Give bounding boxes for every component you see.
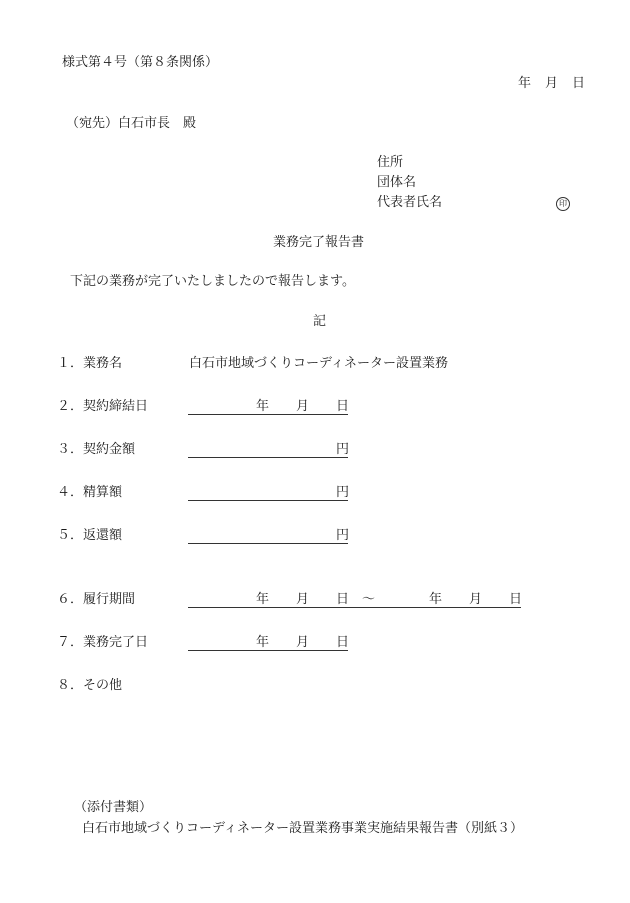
- item-label: ５．返還額: [57, 528, 123, 543]
- date-day: 日: [572, 76, 586, 91]
- ki-heading: 記: [313, 314, 327, 329]
- item-label: ３．契約金額: [57, 442, 136, 457]
- month-label: 月: [296, 399, 310, 414]
- yen-label: 円: [336, 485, 350, 500]
- month-label: 月: [296, 592, 310, 607]
- item-label: ８．その他: [57, 678, 123, 693]
- seal-mark-icon: 印: [556, 195, 570, 211]
- yen-label: 円: [336, 442, 350, 457]
- day-label: 日: [336, 399, 350, 414]
- amount-field-underline[interactable]: [188, 457, 348, 458]
- rep-label: 代表者氏名: [377, 195, 443, 210]
- day-label: 日: [336, 592, 350, 607]
- year-label: 年: [256, 399, 270, 414]
- item-label: １．業務名: [57, 356, 123, 371]
- item-label: ７．業務完了日: [57, 635, 149, 650]
- month-label: 月: [296, 635, 310, 650]
- year-label-end: 年: [429, 592, 443, 607]
- intro-text: 下記の業務が完了いたしましたので報告します。: [70, 274, 355, 289]
- date-year: 年: [518, 76, 532, 91]
- addressee: （宛先）白石市長 殿: [66, 116, 197, 131]
- item-label: ２．契約締結日: [57, 399, 149, 414]
- amount-field-underline[interactable]: [188, 500, 348, 501]
- attachments-heading: （添付書類）: [74, 800, 153, 815]
- day-label-end: 日: [509, 592, 523, 607]
- item-value: 白石市地域づくりコーディネーター設置業務: [189, 356, 448, 371]
- date-month: 月: [545, 76, 559, 91]
- tilde-separator: ～: [362, 592, 376, 607]
- day-label: 日: [336, 635, 350, 650]
- item-label: ４．精算額: [57, 485, 123, 500]
- year-label: 年: [256, 635, 270, 650]
- year-label: 年: [256, 592, 270, 607]
- org-label: 団体名: [377, 175, 417, 190]
- address-label: 住所: [377, 155, 404, 170]
- yen-label: 円: [336, 528, 350, 543]
- doc-title: 業務完了報告書: [273, 235, 365, 250]
- form-number: 様式第４号（第８条関係）: [62, 55, 219, 70]
- amount-field-underline[interactable]: [188, 543, 348, 544]
- item-label: ６．履行期間: [57, 592, 136, 607]
- attachment-item: 白石市地域づくりコーディネーター設置業務事業実施結果報告書（別紙３）: [82, 821, 523, 836]
- month-label-end: 月: [469, 592, 483, 607]
